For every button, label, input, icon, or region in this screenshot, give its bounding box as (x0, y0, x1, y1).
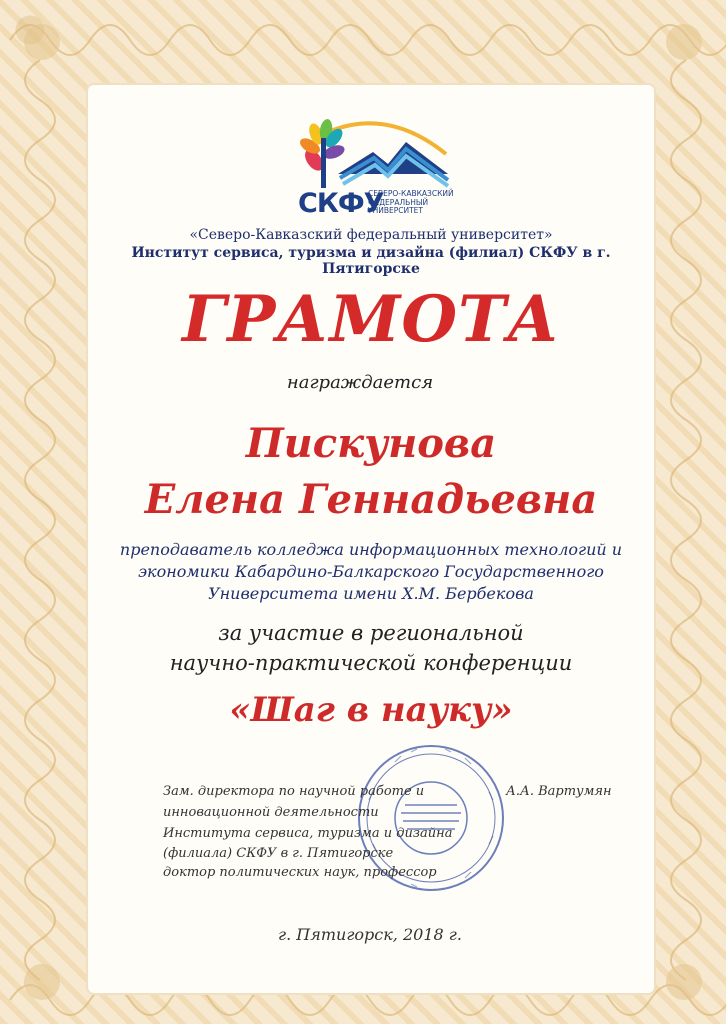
signatory-name: А.А. Вартумян (506, 784, 612, 799)
recipient-given-names: Елена Геннадьевна (144, 476, 598, 523)
signatory-title-line: (филиала) СКФУ в г. Пятигорске (163, 846, 394, 861)
signatory-title-line: доктор политических наук, профессор (163, 865, 437, 880)
university-logo (288, 112, 468, 220)
recipient-position-line: экономики Кабардино-Балкарского Государственного (138, 562, 604, 581)
award-reason-line: научно-практической конференции (169, 651, 573, 675)
conference-name: «Шаг в науку» (229, 690, 513, 730)
recipient-surname: Пискунова (245, 420, 497, 467)
signatory-title-line: Института сервиса, туризма и дизайна (163, 826, 453, 841)
logo-abbreviation: СКФУ (298, 188, 384, 219)
awarded-text: награждается (286, 372, 434, 393)
signatory-title-line: Зам. директора по научной работе и (163, 784, 425, 799)
certificate-title: ГРАМОТА (182, 282, 560, 357)
logo-name-line: ФЕДЕРАЛЬНЫЙ (368, 197, 429, 207)
city-and-date: г. Пятигорск, 2018 г. (278, 925, 462, 944)
signatory-title-line: инновационной деятельности (163, 805, 379, 820)
logo-university-name (368, 190, 468, 216)
recipient-position-line: Университета имени Х.М. Бербекова (208, 584, 534, 603)
recipient-position-line: преподаватель колледжа информационных технологий и (119, 540, 623, 559)
logo-name-line: УНИВЕРСИТЕТ (368, 206, 423, 215)
institute-name: Институт сервиса, туризма и дизайна (филиал) СКФУ в г. Пятигорске (131, 245, 611, 277)
university-name: «Северо-Кавказский федеральный университет» (189, 227, 553, 243)
logo-name-line: СЕВЕРО-КАВКАЗСКИЙ (368, 189, 454, 198)
logo-emblem-icon (288, 112, 468, 192)
award-reason-line: за участие в региональной (218, 621, 524, 645)
